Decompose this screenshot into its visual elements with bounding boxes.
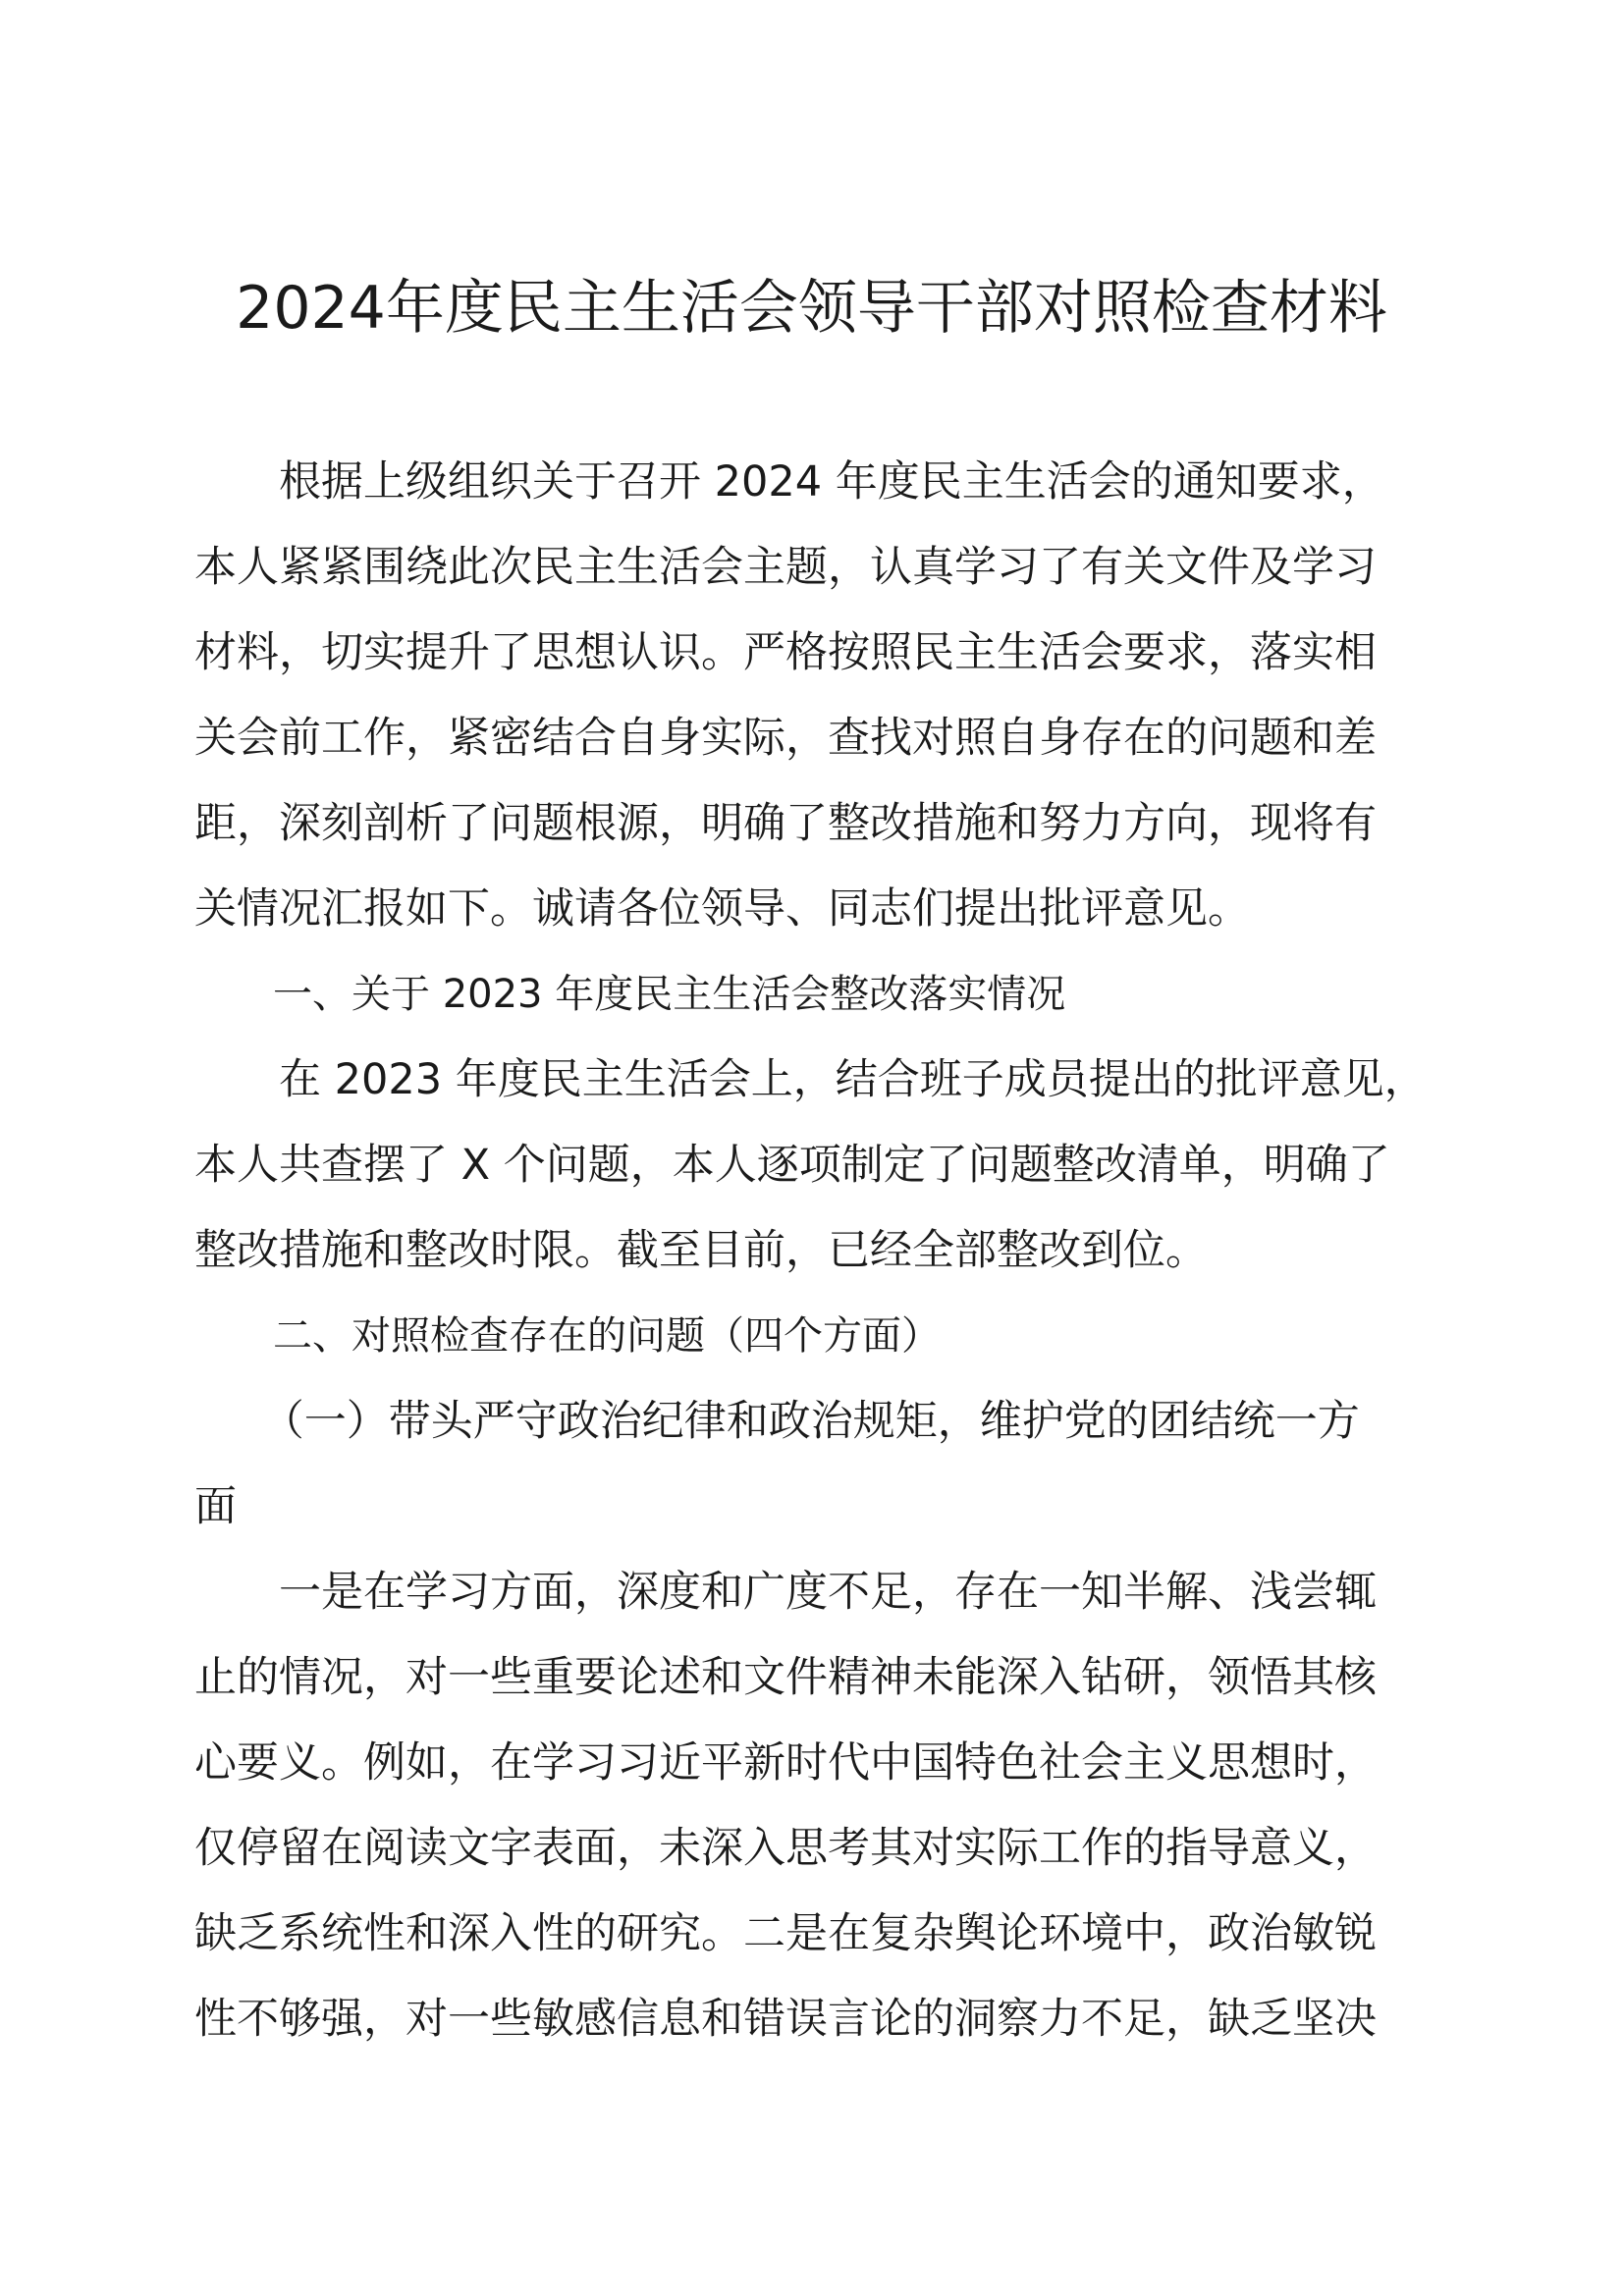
subsection1-body-line: 缺乏系统性和深入性的研究。二是在复杂舆论环境中，政治敏锐 <box>194 1909 1377 1958</box>
subsection1-heading <box>194 1379 1434 1550</box>
intro-line: 材料，切实提升了思想认识。严格按照民主生活会要求，落实相 <box>194 628 1377 677</box>
subsection1-body-line: 心要义。例如，在学习习近平新时代中国特色社会主义思想时， <box>194 1738 1377 1788</box>
document-body <box>194 440 1434 2062</box>
subsection1-heading-line: 面 <box>194 1482 237 1531</box>
section1-line: 在 2023 年度民主生活会上，结合班子成员提出的批评意见， <box>279 1055 1427 1104</box>
subsection1-body-line: 一是在学习方面，深度和广度不足，存在一知半解、浅尝辄 <box>279 1568 1377 1617</box>
intro-line: 关会前工作，紧密结合自身实际，查找对照自身存在的问题和差 <box>194 714 1377 763</box>
intro-paragraph <box>194 440 1434 952</box>
subsection1-body-line: 止的情况，对一些重要论述和文件精神未能深入钻研，领悟其核 <box>194 1653 1377 1702</box>
intro-line: 根据上级组织关于召开 2024 年度民主生活会的通知要求， <box>279 457 1384 507</box>
section1-line: 本人共查摆了 X 个问题，本人逐项制定了问题整改清单，明确了 <box>194 1141 1390 1190</box>
section2-heading: 二、对照检查存在的问题（四个方面） <box>273 1313 941 1359</box>
intro-line: 关情况汇报如下。诚请各位领导、同志们提出批评意见。 <box>194 884 1250 934</box>
intro-line: 本人紧紧围绕此次民主生活会主题，认真学习了有关文件及学习 <box>194 543 1377 592</box>
subsection1-paragraph <box>194 1550 1434 2062</box>
intro-line: 距，深刻剖析了问题根源，明确了整改措施和努力方向，现将有 <box>194 799 1377 848</box>
subsection1-body-line: 性不够强，对一些敏感信息和错误言论的洞察力不足，缺乏坚决 <box>194 1995 1377 2044</box>
section1-line: 整改措施和整改时限。截至目前，已经全部整改到位。 <box>194 1226 1208 1275</box>
section1-heading: 一、关于 2023 年度民主生活会整改落实情况 <box>273 972 1066 1017</box>
subsection1-heading-line: （一）带头严守政治纪律和政治规矩，维护党的团结统一方 <box>261 1397 1360 1446</box>
document-title: 2024年度民主生活会领导干部对照检查材料 <box>236 274 1387 343</box>
subsection1-body-line: 仅停留在阅读文字表面，未深入思考其对实际工作的指导意义， <box>194 1824 1377 1873</box>
section1-paragraph <box>194 1038 1434 1294</box>
